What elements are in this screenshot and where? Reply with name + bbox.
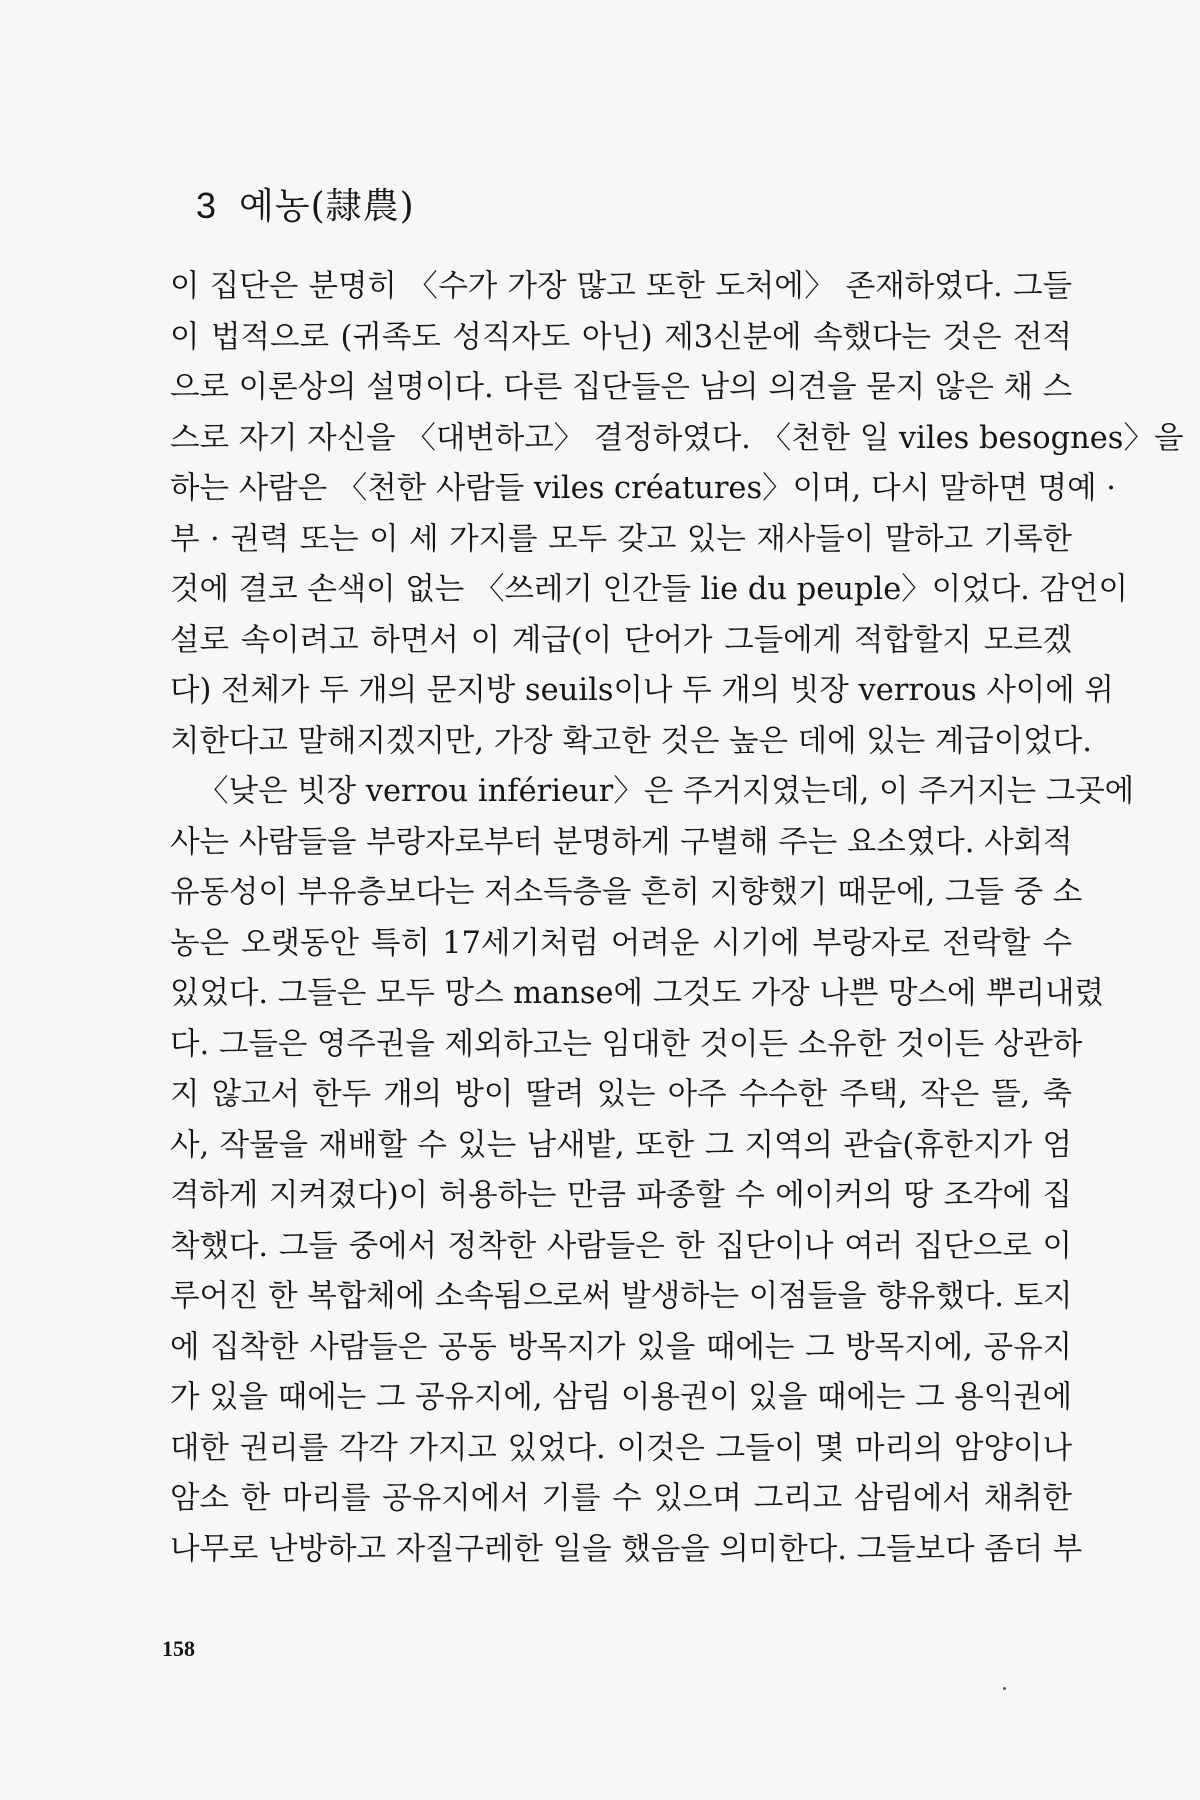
text-line: 으로 이론상의 설명이다. 다른 집단들은 남의 의견을 묻지 않은 채 스: [170, 370, 1073, 405]
text-line: 지 않고서 한두 개의 방이 딸려 있는 아주 수수한 주택, 작은 뜰, 축: [170, 1077, 1072, 1112]
text-line: 나무로 난방하고 자질구레한 일을 했음을 의미한다. 그들보다 좀더 부: [170, 1531, 1083, 1567]
section-heading: [196, 178, 415, 229]
text-line: 착했다. 그들 중에서 정착한 사람들은 한 집단이나 여러 집단으로 이: [170, 1228, 1072, 1264]
text-line: 설로 속이려고 하면서 이 계급(이 단어가 그들에게 적합할지 모르겠: [170, 622, 1072, 658]
text-line: 격하게 지켜졌다)이 허용하는 만큼 파종할 수 에이커의 땅 조각에 집: [170, 1178, 1072, 1213]
text-line: 사, 작물을 재배할 수 있는 남새밭, 또한 그 지역의 관습(휴한지가 엄: [170, 1127, 1072, 1163]
section-title: 예농(隷農): [239, 186, 415, 227]
text-line: 다) 전체가 두 개의 문지방 seuils이나 두 개의 빗장 verrous 사이에 위: [170, 673, 1114, 708]
text-line: 사는 사람들을 부랑자로부터 분명하게 구별해 주는 요소였다. 사회적: [170, 824, 1073, 860]
text-line: 가 있을 때에는 그 공유지에, 삼림 이용권이 있을 때에는 그 용익권에: [170, 1380, 1073, 1415]
section-number: 3: [196, 185, 218, 226]
text-line: 치한다고 말해지겠지만, 가장 확고한 것은 높은 데에 있는 계급이었다.: [170, 723, 1092, 759]
text-line: 이 집단은 분명히 〈수가 가장 많고 또한 도처에〉 존재하였다. 그들: [170, 269, 1072, 304]
text-line: 농은 오랫동안 특히 17세기처럼 어려운 시기에 부랑자로 전락할 수: [170, 925, 1072, 961]
text-line: 에 집착한 사람들은 공동 방목지가 있을 때에는 그 방목지에, 공유지: [170, 1329, 1072, 1365]
text-line: 〈낮은 빗장 verrou inférieur〉은 주거지였는데, 이 주거지는 그곳에: [198, 774, 1135, 809]
text-line: 유동성이 부유층보다는 저소득층을 흔히 지향했기 때문에, 그들 중 소: [170, 875, 1083, 910]
text-line: 암소 한 마리를 공유지에서 기를 수 있으며 그리고 삼림에서 채취한: [170, 1481, 1072, 1516]
scan-speck: [1003, 1687, 1006, 1690]
text-line: 것에 결코 손색이 없는 〈쓰레기 인간들 lie du peuple〉이었다. 감언이: [170, 572, 1128, 607]
text-line: 루어진 한 복합체에 소속됨으로써 발생하는 이점들을 향유했다. 토지: [170, 1279, 1073, 1314]
text-line: 하는 사람은 〈천한 사람들 viles créatures〉이며, 다시 말하면 명예 ·: [170, 471, 1116, 506]
text-line: 있었다. 그들은 모두 망스 manse에 그것도 가장 나쁜 망스에 뿌리내렸: [170, 976, 1104, 1011]
text-line: 스로 자기 자신을 〈대변하고〉 결정하였다. 〈천한 일 viles besognes〉을: [170, 420, 1184, 456]
body-text: [170, 262, 1184, 1575]
text-line: 대한 권리를 각각 가지고 있었다. 이것은 그들이 몇 마리의 암양이나: [170, 1430, 1072, 1466]
page-number: 158: [162, 1636, 195, 1661]
text-line: 부 · 권력 또는 이 세 가지를 모두 갖고 있는 재사들이 말하고 기록한: [170, 521, 1072, 557]
text-line: 이 법적으로 (귀족도 성직자도 아닌) 제3신분에 속했다는 것은 전적: [170, 319, 1072, 355]
text-line: 다. 그들은 영주권을 제외하고는 임대한 것이든 소유한 것이든 상관하: [170, 1026, 1083, 1062]
